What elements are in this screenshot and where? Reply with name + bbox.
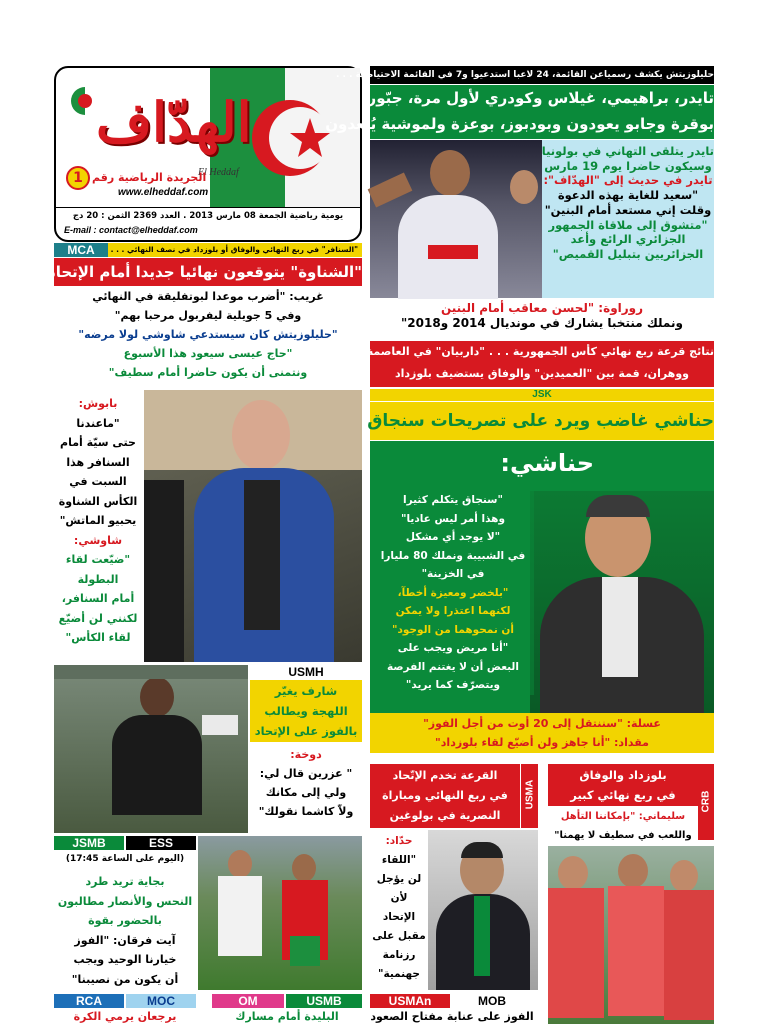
usma-tag: USMA [520, 764, 538, 828]
jsmb-time-note: (اليوم على الساعة 17:45) [65, 854, 185, 864]
taider-text: تايدر يتلقى التهاني في بولونيا وسيكون حاضرا يوم 19 مارس تايدر في حديث إلى "الهدّاف": "سعيد للغاية بهذه الدعوة وقلت إني مستعد أمام البنين" "متشوق إلى ملاقاة الجمهور الجزائري الرائع وأعد الجزائريين بتبليل القميص" [542, 140, 714, 298]
om-tag: OM [212, 994, 284, 1008]
tagline: الجريدة الرياضية رقم [92, 171, 207, 184]
jsk-quotes: "سنجاق يتكلم كثيرا وهذا أمر ليس عاديا" "لا يوجد أي مشكل في الشبيبة ونملك 80 مليارا في الخزينة" "بلخضر ومعيزة أخطآ، لكنهما اعتذرا ولا يمكن أن نمحوهما من الوجود" "أنا مريض ويجب على البعض أن لا يغتنم الفرصة ويتصرّف كما يريد" [372, 491, 534, 695]
usmb-tag: USMB [286, 994, 362, 1008]
rca-tag: RCA [54, 994, 124, 1008]
jsmb-ess-tag-bar [54, 836, 196, 850]
mob-tag: MOB [452, 994, 532, 1008]
rouraoua-block: روراوة: "لحسن معاقب أمام البنين ونملك منتخبا يشارك في مونديال 2014 و2018" [370, 299, 714, 339]
hannachi-photo [530, 491, 714, 713]
usmh-tag: USMH [288, 665, 324, 679]
ess-tag: ESS [126, 836, 196, 850]
logo-latin: El Heddaf [198, 167, 239, 178]
website[interactable]: www.elheddaf.com [118, 187, 209, 198]
draw-bar: نتائج قرعة ربع نهائي كأس الجمهورية . . . "داربيان" في العاصمة ووهران، قمة بين "العميدين" والوفاق يستضيف بلوزداد [370, 341, 714, 387]
usmh-lines: دوخة: " عزرين قال لي: ولي إلى مكانك ولاّ كاشما نقولك" [250, 743, 362, 833]
moc-tag: MOC [126, 994, 196, 1008]
jsk-speaker: حناشي: [500, 449, 594, 477]
jsmb-tag: JSMB [54, 836, 124, 850]
mca-headline: "الشناوة" يتوقعون نهائيا جديدا أمام الإتحاد [54, 258, 362, 286]
haddad-photo [428, 830, 538, 990]
logo: الهدّاف [96, 90, 252, 154]
crb-tag: CRB [698, 764, 714, 840]
jsk-footer: عسلة: "سننتقل إلى 20 أوت من أجل الفوز" مقداد: "أنا جاهز ولن أضيّع لقاء بلوزداد" [370, 713, 714, 753]
bottom-tags [54, 994, 714, 1008]
usmh-headline: شارف يغيّر اللهجة ويطالب بالفوز على الإتحاد [250, 680, 362, 742]
jsk-headline: حناشي غاضب ويرد على تصريحات سنجاق [370, 402, 714, 440]
jsk-body [370, 441, 714, 713]
usma-headline: القرعة تخدم الإتّحاد في ربع النهائي ومباراة النصرية في بولوغين [370, 764, 520, 828]
top-ticker: حليلوزيتش يكشف رسمياعن القائمة، 24 لاعبا استدعيوا و7 في القائمة الاحتياطية . . . [370, 66, 714, 84]
crb-headline: بلوزداد والوفاق في ربع نهائي كبير [548, 764, 698, 806]
jsk-tag-bar [370, 389, 714, 401]
bottom-partial-2: البليدة أمام مسارك [235, 1010, 339, 1023]
jsmb-ess-match-photo [198, 836, 362, 990]
usman-tag: USMAn [370, 994, 450, 1008]
baboush-text: بابوش: "ماعندنا حتى سيّة أمام السنافر هذا السبت في الكأس الشناوة يحبيو الماتش" شاوشي: "ضيّعت لقاء البطولة أمام السنافر، لكنني لن أضيّع لقاء الكأس" [54, 390, 142, 662]
crb-lines: سليماني: "بإمكاننا التأهل واللعب في سطيف لا يهمنا" [548, 806, 698, 846]
taider-photo [370, 140, 542, 298]
bottom-partial-1: يرجعان يرمي الكرة [73, 1010, 177, 1023]
email: E-mail : contact@elheddaf.com [64, 225, 198, 235]
mca-ticker-bar: MCA "السنافر" في ربع النهائي والوفاق أو بلوزداد في نصف النهائي . . . [54, 243, 362, 257]
date-bar: يومية رياضية الجمعة 08 مارس 2013 . العدد 2369 الثمن : 20 دج [56, 207, 360, 223]
usmh-goalkeeper-photo [54, 665, 248, 833]
number-one-badge: 1 [66, 166, 90, 190]
bottom-partial-3: الفوز على عنابة مفتاح الصعود [370, 1010, 534, 1023]
usma-lines: حدّاد: "اللقاء لن يؤجل لأن الإتحاد مقبل على رزنامة جهنمية" [370, 830, 428, 990]
jsmb-lines: بجاية تريد طرد النحس والأنصار مطالبون بالحضور بقوة آيت فرقان: "الفوز خيارنا الوحيد ويجب أن يكون من نصيبنا" [54, 868, 196, 992]
baboush-photo [144, 390, 362, 662]
usmh-tag-bar [250, 665, 362, 679]
mca-tag: MCA [54, 243, 108, 257]
jsk-tag: JSK [532, 389, 552, 400]
main-headline: تايدر، براهيمي، غيلاس وكودري لأول مرة، جبّور، بوقرة وجابو يعودون وبودبوز، بوعزة ولموشية يُبعدون [370, 85, 714, 139]
mca-lines: غريب: "أضرب موعدا لبوتفليقة في النهائي وفي 5 جويلية ليفربول مرحبا بهم" "حليلوزيتش كان سيستدعي شاوشي لولا مرضه" "حاج عيسى سيعود هذا الأسبوع ونتمنى أن يكون حاضرا أمام سطيف" [54, 287, 362, 387]
masthead [54, 66, 362, 242]
